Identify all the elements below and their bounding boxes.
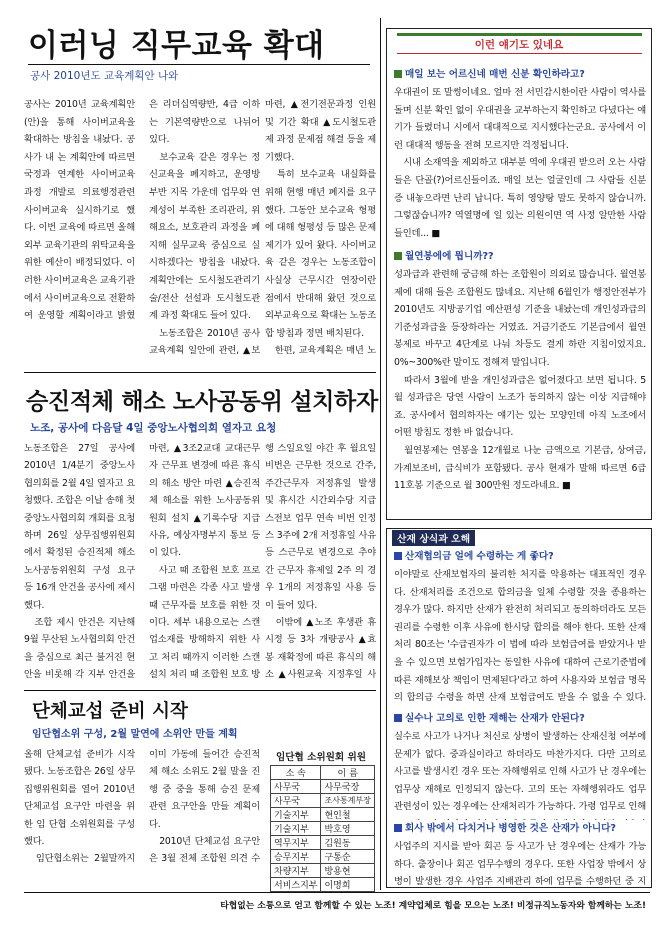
sidebar-top-red-rule	[397, 53, 642, 54]
column-divider	[380, 18, 381, 890]
table-row	[271, 822, 375, 836]
sidebar-bottom-header: 산재 상식과 오해	[392, 530, 475, 546]
sidebar-top-q1-title-text: 매일 보는 어르신네 매번 신분 확인하라고?	[405, 69, 585, 80]
article2-col3: 행 스일요일 야간 후 월요일 비번은 근무한 것으로 간주, 주간근무자 저정휴일 발생 및 휴시간 시간외수당 지급 스전보 업무 연속 비번 인정 스 3주에 2개 저정휴일 사유 등 스근무로 변경으로 추야간 근무자 휴제일 2주 의 경우 1개의 저정휴일 사용 등이 들어 있다. 이밖에 ▲노조 후생관 휴시정 등 3차 개량공사 ▲효봉 재확정에 따른 휴식의 해소 ▲사원교육 지정후일 사	[265, 443, 376, 681]
table-cell: 이명희	[321, 878, 374, 892]
article1-col3: 마련, ▲전기전문과정 인원 및 기간 확대 ▲도시철도관제 과정 문제점 해결 등을 제기했다. 특히 보수교육 내실화를 위해 현행 매년 폐지를 요구했다. 그동안 보수교육 형평에 대해 형평성 등 많은 문제 제기가 있어 왔다. 사이버교육 같은 경우는 노동조합이 사실상 근무시간 연장이란 점에서 반대해 왔던 것으로 외부교육으로 확대는 노동조합 방침과 정면 배치된다. 한편, 교육계획은 매년 노	[265, 99, 376, 357]
bullet-square-icon	[394, 552, 402, 560]
table-cell: 방용현	[321, 864, 374, 878]
article1-title-rule	[28, 64, 370, 65]
sidebar-top-q2-title-text: 월연봉에에 뭡니까??	[405, 251, 494, 262]
table-header-name: 이 름	[321, 766, 374, 780]
sidebar-bottom-q3-title	[394, 820, 650, 837]
article3-col1: 올해 단체교섭 준비가 시작됐다. 노동조합은 26일 상무집행위원회를 열어 2010년 단체교섭 요구안 마련을 위한 임 단협 소위원회를 구성했다. 임단협소위는 2월말까지	[24, 749, 135, 865]
article2-col1: 노동조합은 27일 공사에 2010년 1/4분기 중앙노사협의회를 2월 4일 열자고 요청했다. 조합은 이날 송해 첫 중앙노사협의회 개회를 요청하며 26일 상무집행위원회에서 확정된 승진적체 해소 노사공동위원회 구성 요구 등 16개 안건을 공사에 제시했다. 조합 제시 안건은 지난해 9월 무산된 노사협의회 안건을 중심으로 최근 불거진 현안을 비롯해 각 지부 안건을	[24, 443, 135, 681]
table-row	[271, 878, 375, 892]
sidebar-bottom-q1-title	[394, 548, 650, 565]
footer-slogan: 타협없는 소통으로 얻고 함께할 수 있는 노조! 계약업체로 힘을 모으는 노조! 비정규직노동자와 함께하는 노조!	[220, 901, 646, 911]
table-cell: 역무지부	[271, 836, 321, 850]
sidebar-top-header: 이런 얘기도 있네요	[474, 39, 564, 51]
article2-col2: 마련, ▲3조2교대 교대근무자 근무표 변경에 따른 휴식의 해소 방안 마련 ▲승진적체 해소를 위한 노사공동위원회 설치 ▲기록수당 지급 사유, 예상자명부지 통보 등이 있다. 사고 때 조합원 보호 프로그램 마련은 각종 사고 발생 때 근무자를 보호를 위한 것이다. 세부 내용으로는 스캔업소재를 방해하지 위한 사고 처리 때까지 이러한 스캔 설치 처리 때 조합원 보호 방	[149, 443, 260, 681]
article1-subtitle: 공사 2010년도 교육계획안 나와	[30, 70, 179, 82]
table-row	[271, 794, 375, 808]
bullet-square-icon	[394, 824, 402, 832]
sidebar-bottom-q1-title-text: 산재협의금 얼에 수령하는 게 좋다?	[405, 551, 554, 562]
sidebar-top-q2-body: 성과급과 관련해 궁금해 하는 조합원이 의외로 많습니다. 월연봉제에 대해 들은 조합원도 많네요. 지난해 6월인가 행정안전부가 2010년도 지방공기업 예산편성 기준을 내놨는데 개인성과급의 기준성과급을 등장하라는 거였죠. 거금기준도 기본급에서 월연봉제로 바꾸고 4단계로 나눠 차등도 결게 하란 지침이었지요. 0%~300%란 말이도 정해져 말입니다. 따라서 3월에 받을 개인성과급은 없어졌다고 보면 됩니다. 5월 성과급은 당연 사람이 노조가 동의하지 않는 이상 지급해야죠. 공사에서 협의하자는 얘기는 있는 모양인데 아직 노조에서 어떤 방침도 정한 바 없습니다. 월연봉제는 연봉을 12개월로 나눈 금액으로 기본급, 상여금, 가계보조비, 급식비가 포함됐다. 공사 현재가 말해 따르면 6급 11호봉 기준으로 월 300만원 정도라네요. ■	[394, 269, 646, 492]
article1-col2: 은 리더십역량반, 4급 이하는 기본역량반으로 나뉘어 있다. 보수교육 같은 경우는 정신교육을 폐지하고, 운영방부반 지목 가운데 업무와 연계성이 부족한 조리관리, 위해요소, 보호관리 과정을 폐지해 실무교육 중심으로 실시하겠다는 방침을 내놨다. 계획안에는 도시철도관리기술/전산 선설과 도시철도관계 과정 확대도 들어 있다. 노동조합은 2010년 공사 교육계획 일안에 관련, ▲보	[149, 99, 260, 357]
table-cell: 현인철	[321, 808, 374, 822]
table-row	[271, 780, 375, 794]
bullet-square-icon	[394, 252, 402, 260]
sidebar-top-q2-title	[394, 248, 650, 265]
committee-table-title: 임단협 소위원회 위원	[275, 752, 367, 763]
article1-title: 이러닝 직무교육 확대	[28, 28, 325, 64]
table-cell: 사무국장	[321, 780, 374, 794]
table-cell: 사무국	[271, 780, 321, 794]
sidebar-bottom-q3-title-text: 회사 밖에서 다치거나 병영한 것은 산재가 아니다?	[405, 823, 616, 834]
sidebar-top-q1-title	[394, 66, 650, 83]
sidebar-top-q1-body: 우대권이 또 말썽이네요. 얼마 전 서민감시한이란 사람이 역사를 돌며 신분 확인 없이 우대권을 교부하는지 확인하고 다녔다는 얘기가 들렸더니 시에서 대대적으로 지시했다는군요. 공사에서 이런 대대적 행동을 전혀 모르지만 걱정됩니다. 시내 소재역을 제외하고 대부분 역에 우대권 받으러 오는 사람들은 단골(?)어르신들이죠. 매일 보는 얼굴인데 그 사람들 신분증 내놓으라면 난리 납니다. 특히 영양탕 말도 못하지 않습니까. 그렇잖습니까? 역열명에 일 있는 의원이면 역 사정 알만한 사람들인데... ■	[394, 87, 646, 239]
table-cell: 승무지부	[271, 850, 321, 864]
table-cell: 구통순	[321, 850, 374, 864]
bullet-square-icon	[394, 70, 402, 78]
article3-title: 단체교섭 준비 시작	[32, 701, 188, 722]
article3-col2: 이미 가동에 들어간 승진적체 해소 소위도 2월 말을 진행 중 중을 통해 승진 문제 관련 요구안을 만들 계획이다. 2010년 단체교섭 요구안은 3월 전체 조합원 의견 수	[149, 749, 260, 865]
table-cell: 조사통계부장	[321, 794, 374, 808]
article3-top-rule	[24, 690, 376, 691]
table-cell: 사무국	[271, 794, 321, 808]
sidebar-bottom-q2-title	[394, 710, 650, 727]
table-cell: 차량지부	[271, 864, 321, 878]
sidebar-bottom-q2-title-text: 실수나 고의로 인한 재해는 산재가 안된다?	[405, 713, 585, 724]
table-row	[271, 836, 375, 850]
sidebar-top-green-bar	[397, 33, 642, 36]
table-cell: 기술지부	[271, 822, 321, 836]
table-cell: 서비스지부	[271, 878, 321, 892]
sidebar-bottom-q1-body: 이야말로 산재보험자의 불리한 처지를 악용하는 대표적인 경우다. 산재처리를 조건으로 합의금을 일체 수령할 것을 종용하는 경우가 많다. 하지만 산재가 완전히 처리되고 동의하더라도 모든 권리를 수령한 이후 사유에 한시당 합의를 해야 한다. 또한 산재처리 80조는 '수급권자가 이 법에 따라 보험급여를 받았거나 받을 수 있으면 보험가입자는 동일한 사유에 대하여 근로기준법에 따른 재해보상 책임이 면제된다'라고 하여 사용자와 보험급 명목의 합의금 수령을 하면 산재 보험급여도 받을 수 없을 수 있다.	[394, 569, 646, 704]
table-row	[271, 864, 375, 878]
article2-subtitle: 노조, 공사에 다음달 4일 중앙노사협의회 열자고 요청	[30, 422, 277, 434]
article2-title: 승진적체 해소 노사공동위 설치하자	[26, 388, 378, 415]
table-row	[271, 808, 375, 822]
sidebar-bottom-q3-body: 사업주의 지시를 받아 회곤 등 사고가 난 경우에는 산재가 가능하다. 출장이나 회곤 업무수행의 경우다. 또한 사업장 밖에서 상병이 발생한 경우 사업주 지배관리 하에 업무를 수행하던 중 지	[394, 841, 646, 886]
article3-subtitle: 임단협소위 구성, 2월 말연에 소위안 만들 계획	[32, 729, 238, 740]
table-row	[271, 850, 375, 864]
bullet-square-icon	[394, 714, 402, 722]
sidebar-bottom-q2-body: 실수로 사고가 나거나 처신로 상병이 발생하는 산재신청 여부에 문제가 없다. 중과실이라고 하더라도 마찬가지다. 다만 고의로 사고를 발생시킨 경우 또는 자해행위로 인해 사고가 난 경우에는 업무상 재해로 인정되지 않는다. 고의 또는 자해행위라도 업무 관련성이 있는 경우에는 산재처리가 가능하다. 가령 업무로 인해	[394, 731, 646, 813]
article1-col1: 공사는 2010년 교육계획안(안)을 통해 사이버교육을 확대하는 방침을 내놨다. 공사가 내 논 계획안에 따르면 국정과 연계한 사이버교육 과정 개발로 의료행정관련 사이버교육 실시하기로 했다. 이번 교육에 따르면 올해 외부 교육기관의 위탁교육을 위한 예산이 배정되었다. 이러한 사이버교육은 교육기관에서 사이버교육으로 전환하여 운영할 계획이라고 밝혔	[24, 99, 135, 322]
table-cell: 기술지부	[271, 808, 321, 822]
table-cell: 김원동	[321, 836, 374, 850]
table-header-affiliation: 소 속	[271, 766, 321, 780]
footer-rule	[24, 892, 650, 893]
committee-table	[270, 765, 375, 892]
committee-table-wrap	[270, 765, 375, 892]
table-cell: 박호영	[321, 822, 374, 836]
article2-top-rule	[24, 372, 376, 373]
